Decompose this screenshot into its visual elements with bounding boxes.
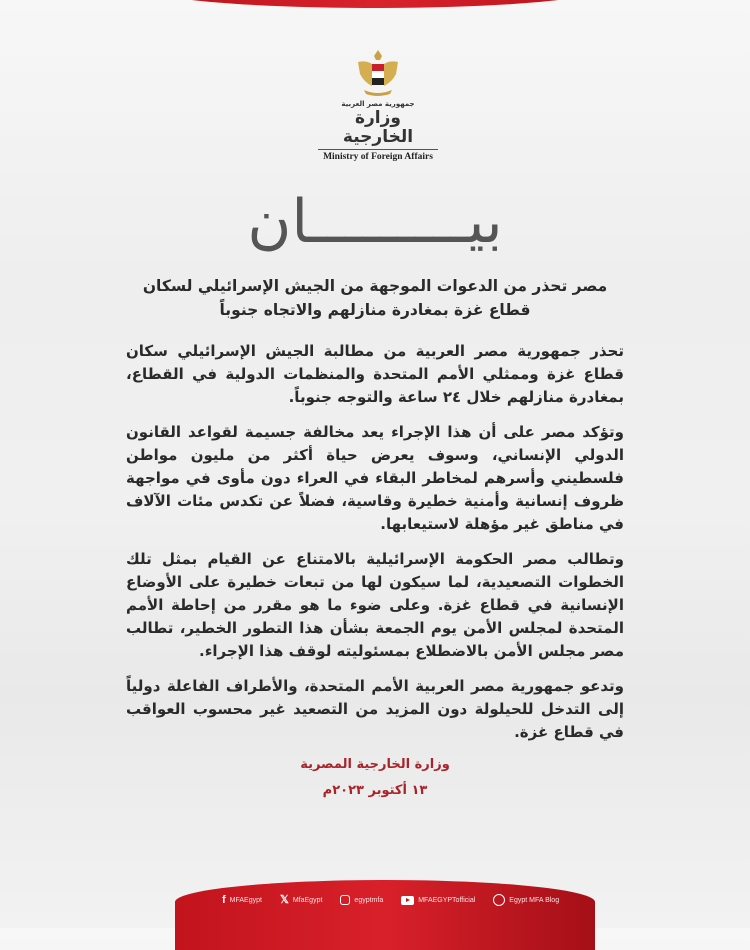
- social-facebook[interactable]: [222, 895, 262, 906]
- logo-divider: [318, 149, 438, 150]
- facebook-icon: f: [222, 893, 226, 906]
- instagram-icon: [340, 895, 350, 905]
- social-handle: MfaEgypt: [292, 896, 323, 904]
- x-icon: 𝕏: [279, 893, 289, 906]
- statement-subtitle: مصر تحذر من الدعوات الموجهة من الجيش الإسرائيلي لسكان قطاع غزة بمغادرة منازلهم والاتجاه جنوباً: [142, 277, 608, 319]
- blog-icon: [493, 894, 505, 906]
- signature: وزارة الخارجية المصرية: [300, 757, 450, 772]
- social-instagram[interactable]: [340, 895, 383, 905]
- logo-arabic-small: جمهورية مصر العربية: [341, 100, 415, 108]
- social-blog[interactable]: [493, 894, 559, 906]
- eagle-emblem-icon: [356, 48, 400, 98]
- social-handle: Egypt MFA Blog: [509, 896, 560, 904]
- logo-english-text: Ministry of Foreign Affairs: [323, 152, 433, 162]
- social-x[interactable]: [280, 895, 322, 906]
- top-red-band: [150, 0, 600, 8]
- social-handle: MFAEGYPTofficial: [418, 896, 476, 904]
- statement-body: [126, 274, 624, 800]
- footer-banner: [175, 880, 595, 950]
- statement-title: بيـــــــــان: [247, 187, 503, 257]
- paragraph-3: وتطالب مصر الحكومة الإسرائيلية بالامتناع عن القيام بمثل تلك الخطوات التصعيدية، لما سيكون لها من تبعات خطيرة على الأوضاع الإنسانية في قطاع غزة. وعلى ضوء ما هو مقرر من إحاطة الأمم المتحدة لمجلس الأمن يوم الجمعة بشأن هذا التطور الخطير، تطالب مصر مجلس الأمن بالاضطلاع بمسئوليته لوقف هذا الإجراء.: [126, 550, 624, 660]
- social-handle: MFAEgypt: [229, 896, 262, 904]
- statement-date: ١٣ أكتوبر ٢٠٢٣م: [322, 783, 428, 798]
- ministry-logo: [318, 48, 438, 162]
- youtube-icon: [401, 896, 414, 905]
- logo-arabic-main: وزارة الخارجية: [342, 108, 414, 147]
- social-handle: egyptmfa: [354, 896, 384, 904]
- logo-arabic-text: [318, 100, 438, 147]
- social-links: [222, 894, 559, 906]
- paragraph-1: تحذر جمهورية مصر العربية من مطالبة الجيش الإسرائيلي سكان قطاع غزة وممثلي الأمم المتحدة والمنظمات الدولية في القطاع، بمغادرة منازلهم خلال ٢٤ ساعة والتوجه جنوباً.: [126, 342, 624, 406]
- social-youtube[interactable]: [401, 896, 475, 905]
- paragraph-2: وتؤكد مصر على أن هذا الإجراء يعد مخالفة جسيمة لقواعد القانون الدولي الإنساني، وسوف يعرض حياة أكثر من مليون مواطن فلسطيني وأسرهم لمخاطر البقاء في العراء دون مأوى في مواجهة ظروف إنسانية وأمنية خطيرة وقاسية، فضلاً عن تكدس مئات الآلاف في مناطق غير مؤهلة لاستيعابها.: [126, 423, 624, 533]
- paragraph-4: وتدعو جمهورية مصر العربية الأمم المتحدة، والأطراف الفاعلة دولياً إلى التدخل للحيلولة دون المزيد من التصعيد غير محسوب العواقب في قطاع غزة.: [126, 677, 624, 741]
